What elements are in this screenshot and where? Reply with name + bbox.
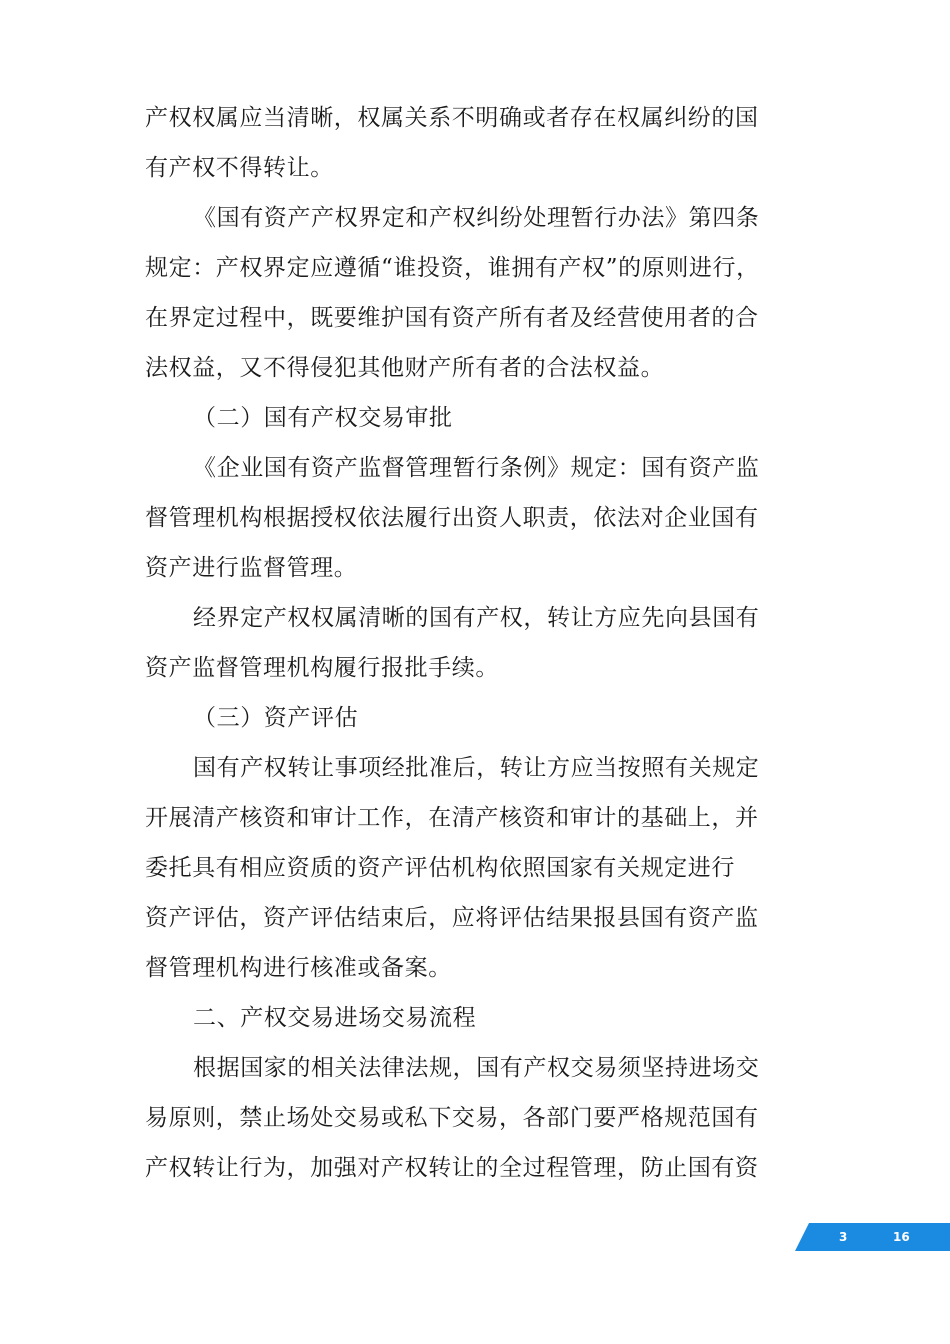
text-line: 《国有资产产权界定和产权纠纷处理暂行办法》第四条 (193, 205, 760, 231)
text-line: 易原则，禁止场处交易或私下交易，各部门要严格规范国有 (145, 1105, 759, 1131)
text-line: 产权权属应当清晰，权属关系不明确或者存在权属纠纷的国 (145, 105, 759, 131)
section-heading: （三）资产评估 (193, 705, 359, 731)
text-line: 根据国家的相关法律法规，国有产权交易须坚持进场交 (193, 1055, 760, 1081)
page-footer (795, 1223, 950, 1251)
text-line: 经界定产权权属清晰的国有产权，转让方应先向县国有 (193, 605, 760, 631)
section-heading: 二、产权交易进场交易流程 (193, 1005, 477, 1031)
text-line: 有产权不得转让。 (145, 155, 334, 181)
current-page-number: 3 (839, 1230, 848, 1244)
text-line: 资产评估，资产评估结束后，应将评估结果报县国有资产监 (145, 905, 759, 931)
text-line: 督管理机构进行核准或备案。 (145, 955, 452, 981)
text-line: 规定：产权界定应遵循“谁投资，谁拥有产权”的原则进行， (145, 255, 760, 281)
text-line: 在界定过程中，既要维护国有资产所有者及经营使用者的合 (145, 305, 759, 331)
text-line: 《企业国有资产监督管理暂行条例》规定：国有资产监 (193, 455, 760, 481)
text-line: 督管理机构根据授权依法履行出资人职责，依法对企业国有 (145, 505, 759, 531)
total-pages-number: 16 (893, 1230, 910, 1244)
text-line: 资产监督管理机构履行报批手续。 (145, 655, 499, 681)
text-line: 资产进行监督管理。 (145, 555, 358, 581)
text-line: 开展清产核资和审计工作，在清产核资和审计的基础上，并 (145, 805, 759, 831)
text-line: 委托具有相应资质的资产评估机构依照国家有关规定进行 (145, 855, 735, 881)
text-line: 国有产权转让事项经批准后，转让方应当按照有关规定 (193, 755, 760, 781)
footer-banner (795, 1223, 950, 1251)
text-line: 法权益，又不得侵犯其他财产所有者的合法权益。 (145, 355, 665, 381)
section-heading: （二）国有产权交易审批 (193, 405, 453, 431)
text-line: 产权转让行为，加强对产权转让的全过程管理，防止国有资 (145, 1155, 759, 1181)
